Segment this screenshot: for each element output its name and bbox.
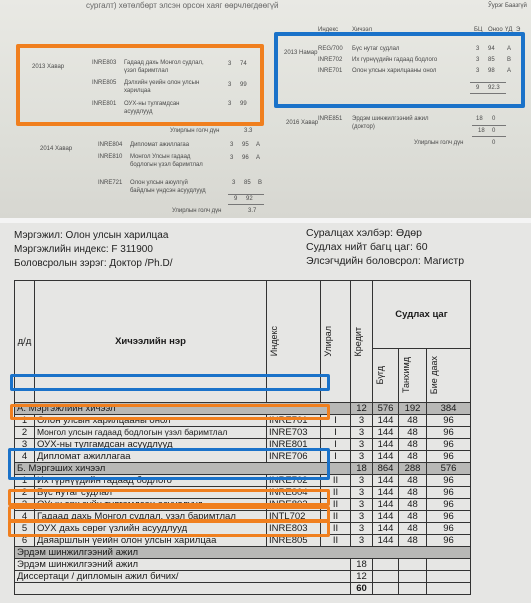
section-a-credit: 12 [351, 403, 373, 415]
research-name: Эрдэм шинжилгээний ажил [15, 559, 351, 571]
total-score: 92 [246, 196, 253, 202]
row-semester: II [321, 523, 351, 535]
research-section-label: Эрдэм шинжилгээний ажил [15, 547, 471, 559]
blue-highlight-rows-box [8, 448, 330, 480]
transcript-photo [0, 0, 531, 218]
row-semester: II [321, 535, 351, 547]
col-semester-label: Улирал [323, 326, 333, 357]
course-name: Бүс нутаг судлал [352, 46, 400, 52]
course-name: Эрдэм шинжилгээний ажил [352, 116, 429, 122]
course-grade: A [256, 155, 261, 161]
row-total: 144 [373, 427, 399, 439]
research-credit: 60 [351, 583, 373, 595]
row-credit: 3 [351, 415, 373, 427]
row-semester: I [321, 439, 351, 451]
row-code: INRE702 [267, 475, 321, 487]
course-credit: 18 [476, 116, 483, 122]
course-name-line2: байдлын үндсэн асуудлууд [130, 188, 206, 194]
course-grade: B [258, 180, 263, 186]
row-semester: II [321, 499, 351, 511]
row-course-name: Их гүрнүүдийн гадаад бодлого [35, 475, 267, 487]
row-credit: 3 [351, 511, 373, 523]
section-b-practice: 288 [399, 463, 427, 475]
row-course-name: Гадаад дахь Монгол судлал, үзэл баримтлал [35, 511, 267, 523]
row-total: 144 [373, 487, 399, 499]
col-total-header [373, 349, 399, 403]
course-name: Монгол Улсын гадаад [130, 154, 191, 160]
course-code: REG/700 [318, 46, 343, 52]
row-semester: I [321, 427, 351, 439]
col-credit-label: Кредит [353, 326, 363, 357]
course-name-line2: харилцаа [124, 88, 151, 94]
row-total: 144 [373, 451, 399, 463]
total-underline [228, 204, 264, 205]
research-name: Диссертаци / дипломын ажил бичих/ [15, 571, 351, 583]
total-underline [472, 125, 506, 126]
row-no: 4 [15, 511, 35, 523]
row-no: 6 [15, 535, 35, 547]
col-index-header: Индекс [318, 27, 339, 33]
row-practice: 48 [399, 415, 427, 427]
row-code: INRE801 [267, 439, 321, 451]
course-score: 85 [488, 57, 495, 63]
orange-highlight-row-box [8, 520, 330, 537]
total-credit: 18 [478, 128, 485, 134]
row-credit: 3 [351, 439, 373, 451]
course-code: INRE801 [92, 101, 117, 107]
col-score-header: Оноо [488, 27, 503, 33]
row-total: 144 [373, 511, 399, 523]
row-no: 1 [15, 475, 35, 487]
course-score: 99 [240, 82, 247, 88]
row-no: 2 [15, 487, 35, 499]
row-course-name: Олон улсын харилцааны онол [35, 415, 267, 427]
row-course-name: Монгол улсын гадаад бодлогын үзэл баримтлал [35, 427, 267, 439]
semester-avg-value: 3.3 [244, 128, 253, 134]
row-practice: 48 [399, 427, 427, 439]
specialty-index: Мэргэжлийн индекс: F 311900 [14, 244, 153, 255]
col-course-header: Хичээл [352, 27, 372, 33]
total-credit: 9 [476, 85, 480, 91]
semester-label: 2016 Хавар [286, 120, 319, 126]
row-self: 96 [427, 427, 471, 439]
total-score: 92.3 [488, 85, 500, 91]
row-course-name: Даяаршлын үеийн олон улсын харилцаа [35, 535, 267, 547]
row-practice: 48 [399, 475, 427, 487]
curriculum-photo [0, 223, 531, 603]
col-self-study-label: Бие даах [429, 356, 439, 395]
course-credit: 3 [232, 180, 236, 186]
semester-avg-label: Улирлын голч дүн [414, 140, 464, 146]
row-semester: I [321, 415, 351, 427]
course-credit: 3 [228, 101, 232, 107]
research-section-row [15, 547, 471, 559]
semester-label: 2014 Хавар [40, 146, 73, 152]
research-row [15, 571, 471, 583]
course-credit: 3 [476, 46, 480, 52]
course-credit: 3 [228, 82, 232, 88]
total-underline [228, 194, 264, 195]
row-course-name: Бүс нутаг судлал [35, 487, 267, 499]
row-no: 3 [15, 439, 35, 451]
course-code: INRE701 [318, 68, 343, 74]
research-credit: 18 [351, 559, 373, 571]
col-credit-header [351, 281, 373, 403]
row-code: INRE802 [267, 499, 321, 511]
row-practice: 48 [399, 511, 427, 523]
course-name-line2: (доктор) [352, 124, 375, 130]
row-credit: 3 [351, 475, 373, 487]
row-self: 96 [427, 487, 471, 499]
orange-highlight-box [16, 44, 264, 126]
course-name-line2: бодлогын үзэл баримтлал [130, 162, 203, 168]
row-course-name: ОУХ дахь сөрөг үзлийн асуудлууд [35, 523, 267, 535]
section-b-label: Б. Мэргэших хичээл [15, 463, 351, 475]
row-self: 96 [427, 475, 471, 487]
research-name [15, 583, 351, 595]
table-header-row [15, 281, 471, 349]
row-practice: 48 [399, 451, 427, 463]
row-practice: 48 [399, 439, 427, 451]
row-no: 3 [15, 499, 35, 511]
row-credit: 3 [351, 451, 373, 463]
course-grade: A [507, 68, 512, 74]
section-b-self: 576 [427, 463, 471, 475]
course-name-line2: үзэл баримтлал [124, 68, 169, 74]
research-row [15, 559, 471, 571]
col-practice-label: Танхимд [401, 357, 411, 394]
course-name: Дэлхийн үеийн олон улсын [124, 80, 200, 86]
row-code: INRE701 [267, 415, 321, 427]
section-b-total: 864 [373, 463, 399, 475]
row-semester: II [321, 475, 351, 487]
curriculum-table [14, 280, 471, 595]
row-total: 144 [373, 439, 399, 451]
row-self: 96 [427, 511, 471, 523]
row-semester: II [321, 487, 351, 499]
research-row [15, 583, 471, 595]
row-no: 4 [15, 451, 35, 463]
row-total: 144 [373, 499, 399, 511]
course-code: INRE721 [98, 180, 123, 186]
col-study-hours-header: Судлах цаг [373, 281, 471, 349]
row-self: 96 [427, 451, 471, 463]
row-credit: 3 [351, 427, 373, 439]
course-grade: A [507, 46, 512, 52]
row-course-name: ОУХ-ны тулгамдсан асуудлууд [35, 439, 267, 451]
blue-highlight-row-box [10, 374, 330, 391]
orange-highlight-row-box [8, 489, 330, 506]
course-score: 94 [488, 46, 495, 52]
top-right-label: Ўурэг Баазгүй [488, 3, 527, 9]
entry-education: Элсэгчдийн боловсрол: Магистр [306, 255, 465, 267]
section-a-practice: 192 [399, 403, 427, 415]
total-credit-hours: Судлах нийт багц цаг: 60 [306, 241, 428, 253]
course-grade: B [507, 57, 512, 63]
section-a-total: 576 [373, 403, 399, 415]
degree-level: Боловсролын зэрэг: Доктор /Ph.D/ [14, 258, 173, 269]
course-code: INRE804 [98, 142, 123, 148]
row-semester: I [321, 451, 351, 463]
col-grade-header: ҮД [505, 27, 513, 33]
total-score: 0 [492, 128, 496, 134]
row-practice: 48 [399, 487, 427, 499]
row-practice: 48 [399, 523, 427, 535]
row-practice: 48 [399, 499, 427, 511]
row-self: 96 [427, 499, 471, 511]
col-practice-header [399, 349, 427, 403]
row-credit: 3 [351, 523, 373, 535]
course-score: 85 [244, 180, 251, 186]
row-total: 144 [373, 535, 399, 547]
total-credit: 9 [234, 196, 238, 202]
row-credit: 3 [351, 487, 373, 499]
course-name: Их гүрнүүдийн гадаад бодлого [352, 57, 438, 63]
col-credit-header: БЦ [474, 27, 483, 33]
col-index-label: Индекс [269, 326, 279, 357]
row-course-name: ОУын эрх зүйн тулгамдсан асуудлууд [35, 499, 267, 511]
course-score: 74 [240, 61, 247, 67]
col-total-label: Бүгд [375, 366, 385, 385]
semester-label: 2013 Хавар [32, 64, 65, 70]
row-total: 144 [373, 415, 399, 427]
orange-highlight-row-box [10, 404, 330, 420]
course-code: INRE702 [318, 57, 343, 63]
course-score: 0 [492, 116, 496, 122]
row-credit: 3 [351, 499, 373, 511]
course-name: Гадаад дахь Монгол судлал, [124, 60, 204, 66]
specialty-label: Мэргэжил: Олон улсын харилцаа [14, 230, 169, 241]
section-b-credit: 18 [351, 463, 373, 475]
semester-avg-label: Улирлын голч дүн [172, 208, 222, 214]
research-credit: 12 [351, 571, 373, 583]
row-no: 5 [15, 523, 35, 535]
row-self: 96 [427, 535, 471, 547]
course-name: Олон улсын аюулгүй [130, 180, 188, 186]
course-credit: 3 [230, 155, 234, 161]
course-code: INRE810 [98, 154, 123, 160]
blue-highlight-box [274, 32, 525, 108]
course-grade: A [256, 142, 261, 148]
row-semester: II [321, 511, 351, 523]
section-a-self: 384 [427, 403, 471, 415]
row-practice: 48 [399, 535, 427, 547]
row-code: INRE703 [267, 427, 321, 439]
course-credit: 3 [230, 142, 234, 148]
course-credit: 3 [228, 61, 232, 67]
course-name: Дипломат ажиллагаа [130, 142, 190, 148]
row-code: INRE706 [267, 451, 321, 463]
course-name: ОУХ-ны тулгамдсан [124, 101, 180, 107]
row-code: INRE804 [267, 487, 321, 499]
course-name-line2: асуудлууд [124, 109, 153, 115]
table-row [15, 427, 471, 439]
section-a-label: А. Мэргэжлийн хичээл [15, 403, 351, 415]
row-code: INRE803 [267, 523, 321, 535]
course-credit: 3 [476, 68, 480, 74]
total-underline [472, 136, 506, 137]
semester-label: 2013 Намар [284, 50, 318, 56]
course-score: 95 [242, 142, 249, 148]
col-self-study-header [427, 349, 471, 403]
study-form: Суралцах хэлбэр: Өдөр [306, 227, 422, 239]
row-self: 96 [427, 439, 471, 451]
transcript-header-fragment: сургалт) хөтөлбөрт элсэн орсон хаяг өөрчлөгдөөгүй [86, 1, 279, 10]
row-total: 144 [373, 475, 399, 487]
row-course-name: Дипломат ажиллагаа [35, 451, 267, 463]
course-code: INRE803 [92, 60, 117, 66]
col-no-header: д/д [15, 281, 35, 403]
course-credit: 3 [476, 57, 480, 63]
row-code: INRE805 [267, 535, 321, 547]
course-code: INRE805 [92, 80, 117, 86]
semester-avg-label: Улирлын голч дүн [170, 128, 220, 134]
course-code: INRE851 [318, 116, 343, 122]
semester-avg-value: 3.7 [248, 208, 257, 214]
row-credit: 3 [351, 535, 373, 547]
row-total: 144 [373, 523, 399, 535]
course-score: 96 [242, 155, 249, 161]
col-course-name-header: Хичээлийн нэр [35, 281, 267, 403]
col-e-header: Э [516, 27, 521, 33]
row-no: 1 [15, 415, 35, 427]
course-name: Олон улсын харилцааны онол [352, 68, 437, 74]
row-self: 96 [427, 523, 471, 535]
row-self: 96 [427, 415, 471, 427]
course-score: 99 [240, 101, 247, 107]
semester-avg-value: 0 [492, 140, 496, 146]
course-score: 98 [488, 68, 495, 74]
row-code: INTL702 [267, 511, 321, 523]
row-no: 2 [15, 427, 35, 439]
